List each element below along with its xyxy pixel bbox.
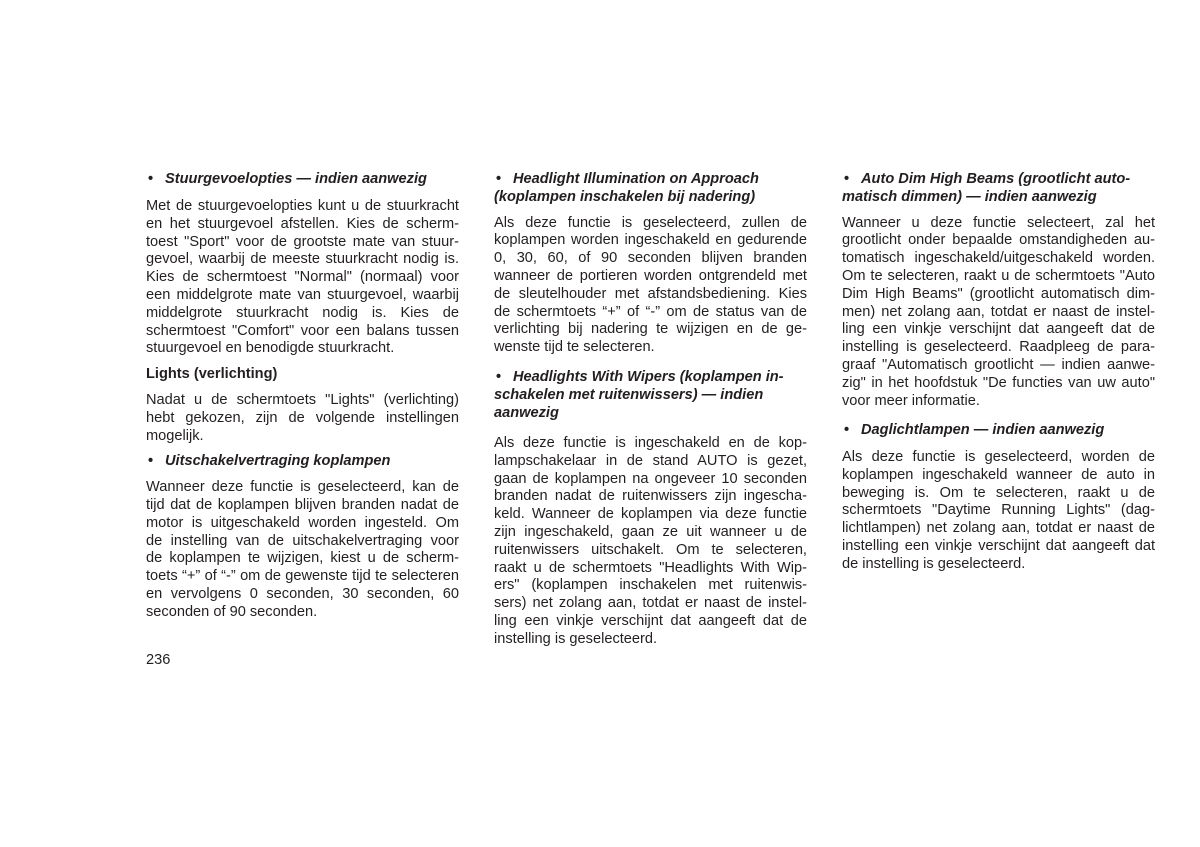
- text-line: branden nadat de ruitenwissers zijn ingescha-: [494, 488, 807, 505]
- text-line: keld. Wanneer de koplampen via deze functie: [494, 506, 807, 523]
- text-line: 0, 30, 60, of 90 seconden blijven branden: [494, 250, 807, 267]
- text-line: Wanneer deze functie is geselecteerd, kan de: [146, 479, 459, 496]
- text-line: Als deze functie is geselecteerd, worden de: [842, 449, 1155, 465]
- section-heading: [146, 453, 459, 471]
- text-line: tijd dat de koplampen blijven branden nadat de: [146, 496, 459, 513]
- text-line: raakt u de schermtoets "Headlights With Wip-: [494, 559, 807, 576]
- text-line: instelling is geselecteerd.: [494, 630, 658, 647]
- text-line: wanneer de portieren worden ontgrendeld met: [494, 267, 807, 284]
- text-line: Met de stuurgevoelopties kunt u de stuurkracht: [146, 198, 459, 214]
- text-line: (koplampen inschakelen bij nadering): [494, 188, 756, 205]
- text-line: lichtlampen) net zolang aan, totdat er naast de: [842, 520, 1155, 537]
- text-line: Nadat u de schermtoets "Lights" (verlichting): [146, 392, 459, 408]
- text-line: instelling is geselecteerd. Raadpleeg de para-: [842, 339, 1155, 356]
- text-line: Kies de schermtoest "Normal" (normaal) voor: [146, 269, 459, 286]
- paragraph: [146, 479, 459, 621]
- text-line: de sleutelhouder met afstandsbediening. Kies: [494, 285, 807, 302]
- text-line: • Stuurgevoelopties — indien aanwezig: [146, 171, 459, 189]
- paragraph: [494, 435, 807, 649]
- text-line: sers) net zolang aan, totdat er naast de instel-: [494, 595, 807, 612]
- text-line: tomatisch ingeschakeld/uitgeschakeld worden.: [842, 250, 1155, 267]
- text-line: aanwezig: [494, 404, 559, 421]
- text-line: de schermtoets “+” of “-” om de status van de: [494, 303, 807, 320]
- subheading: [146, 366, 459, 384]
- paragraph: [494, 215, 807, 357]
- text-line: lampschakelaar in de stand AUTO is gezet,: [494, 452, 807, 469]
- text-line: • Auto Dim High Beams (grootlicht auto-: [842, 171, 1155, 189]
- text-line: zig" in het hoofdstuk "De functies van uw auto": [842, 374, 1155, 391]
- text-line: de instelling van de uitschakelvertraging voor: [146, 532, 459, 549]
- text-line: • Headlights With Wipers (koplampen in-: [494, 369, 807, 387]
- text-line: • Uitschakelvertraging koplampen: [146, 453, 459, 471]
- text-line: de koplampen te wijzigen, kiest u de scherm-: [146, 550, 459, 567]
- text-line: ers" (koplampen inschakelen met ruitenwis-: [494, 577, 807, 594]
- text-line: Als deze functie is geselecteerd, zullen de: [494, 214, 807, 231]
- text-line: gaan de koplampen na ongeveer 10 seconden: [494, 470, 807, 487]
- paragraph: [146, 198, 459, 358]
- text-line: seconden of 90 seconden.: [146, 603, 318, 620]
- text-line: schakelen met ruitenwissers) — indien: [494, 386, 764, 403]
- text-line: Dim High Beams" (grootlicht automatisch dim-: [842, 285, 1155, 302]
- text-line: verlichting bij nadering te wijzigen en de ge-: [494, 321, 807, 338]
- page-number: 236: [146, 652, 171, 668]
- text-line: mogelijk.: [146, 427, 204, 444]
- text-line: en vervolgens 0 seconden, 30 seconden, 60: [146, 585, 459, 602]
- text-line: Als deze functie is ingeschakeld en de kop-: [494, 435, 807, 451]
- text-line: motor is uitgeschakeld worden ingesteld. Om: [146, 514, 459, 531]
- text-line: • Daglichtlampen — indien aanwezig: [842, 422, 1155, 440]
- text-line: de instelling is geselecteerd.: [842, 555, 1026, 572]
- text-line: een middelgrote mate van stuurgevoel, waarbij: [146, 286, 459, 303]
- text-line: • Headlight Illumination on Approach: [494, 171, 807, 189]
- text-line: koplampen ingeschakeld wanneer de auto in: [842, 466, 1155, 483]
- text-line: schermtoets "Daytime Running Lights" (dag-: [842, 502, 1155, 519]
- text-line: beweging is. Om te selecteren, raakt u de: [842, 484, 1155, 501]
- text-line: grootlicht onder bepaalde omstandigheden au-: [842, 232, 1155, 249]
- text-line: Wanneer u deze functie selecteert, zal het: [842, 214, 1155, 231]
- section-heading: [842, 422, 1155, 440]
- text-line: koplampen worden ingeschakeld en gedurende: [494, 232, 807, 249]
- text-line: instelling een vinkje verschijnt dat aangeeft dat: [842, 537, 1155, 554]
- section-heading: [494, 171, 807, 207]
- text-line: ling een vinkje verschijnt dat aangeeft dat de: [494, 612, 807, 629]
- section-heading: [146, 171, 459, 189]
- section-heading: [842, 171, 1155, 207]
- text-line: zijn ingeschakeld, gaan ze uit wanneer u de: [494, 523, 807, 540]
- text-line: ruitenwissers uitschakelt. Om te selecteren,: [494, 541, 807, 558]
- text-line: schermtoest "Comfort" voor een balans tussen: [146, 322, 459, 339]
- text-line: toets “+” of “-” om de gewenste tijd te selecteren: [146, 568, 459, 585]
- section-heading: [494, 369, 807, 422]
- text-line: stuurgevoel en benodigde stuurkracht.: [146, 340, 395, 357]
- text-line: Lights (verlichting): [146, 366, 278, 383]
- text-line: men) net zolang aan, totdat er naast de instel-: [842, 303, 1155, 320]
- paragraph: [146, 392, 459, 445]
- paragraph: [842, 215, 1155, 411]
- text-line: wenste tijd te selecteren.: [494, 339, 655, 356]
- text-line: matisch dimmen) — indien aanwezig: [842, 188, 1097, 205]
- text-line: voor meer informatie.: [842, 392, 980, 409]
- paragraph: [842, 449, 1155, 574]
- text-line: middelgrote stuurkracht nodig is. Kies de: [146, 304, 459, 321]
- text-line: ling een vinkje verschijnt dat aangeeft dat de: [842, 321, 1155, 338]
- text-line: gevoel, waarbij de meeste stuurkracht nodig is.: [146, 251, 459, 268]
- text-line: en het stuurgevoel afstellen. Kies de scherm-: [146, 215, 459, 232]
- text-line: Om te selecteren, raakt u de schermtoets "Auto: [842, 267, 1155, 284]
- text-line: hebt gekozen, zijn de volgende instellingen: [146, 409, 459, 426]
- text-line: toest "Sport" voor de grootste mate van stuur-: [146, 233, 459, 250]
- text-line: graaf "Automatisch grootlicht — indien aanwe-: [842, 356, 1155, 373]
